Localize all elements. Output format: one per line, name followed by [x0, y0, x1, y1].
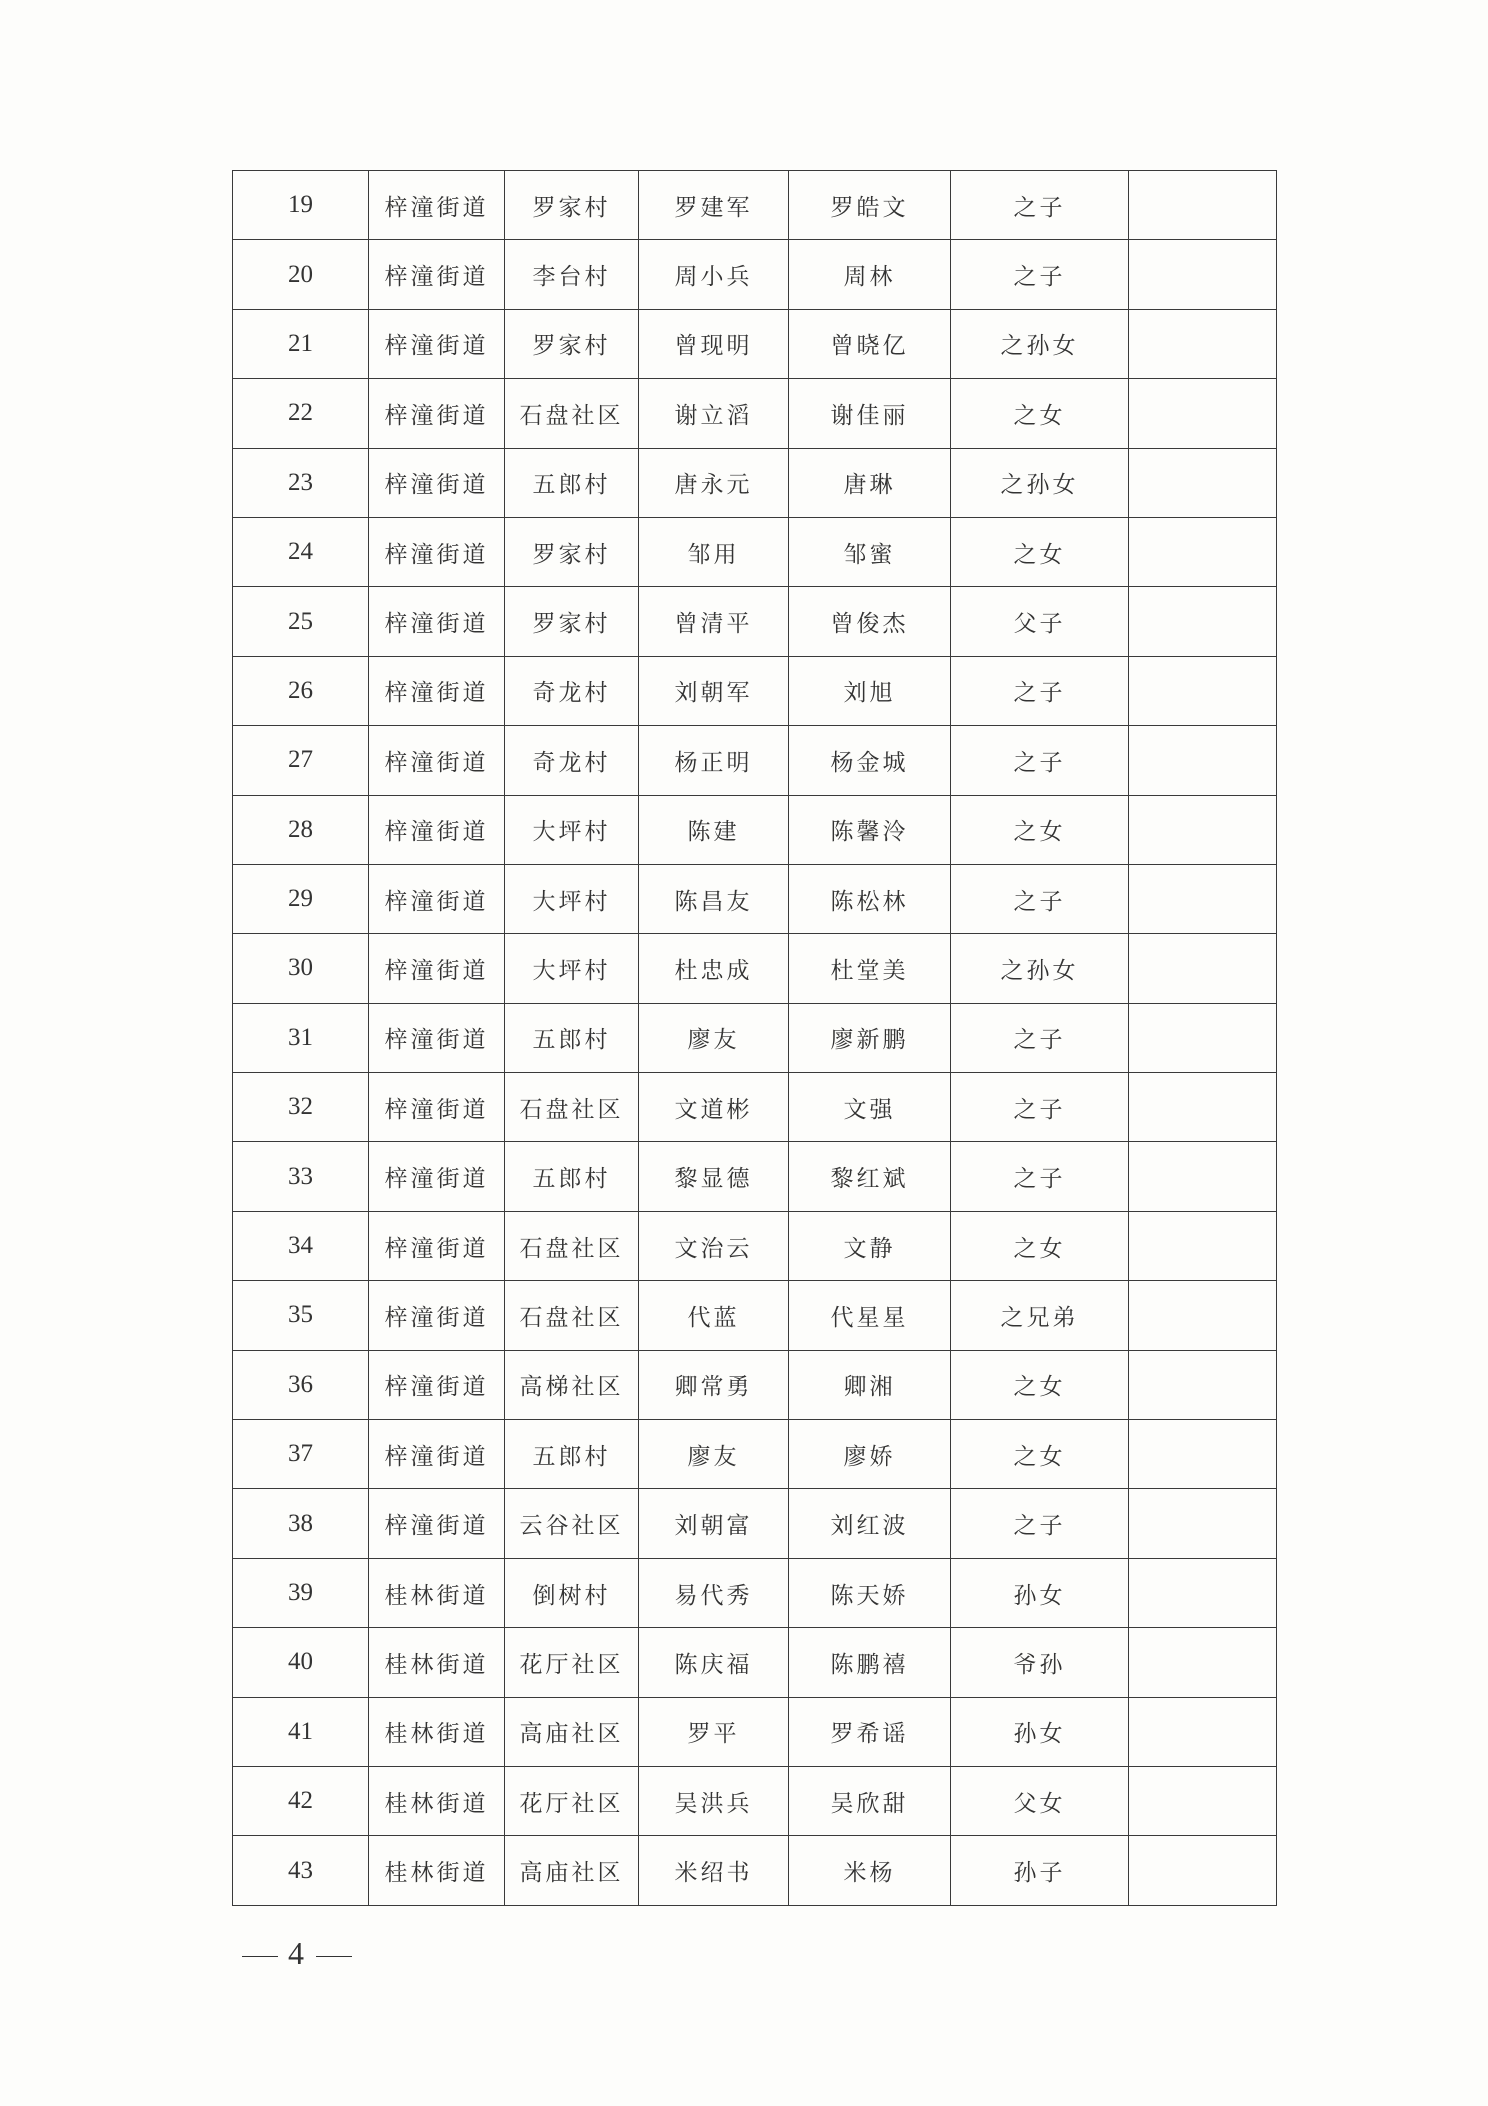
table-row: [233, 934, 1277, 1003]
table-row: [233, 1073, 1277, 1142]
cell-relative-name: 刘红波: [789, 1489, 951, 1558]
cell-name: 代蓝: [639, 1281, 789, 1350]
cell-note: [1129, 864, 1277, 933]
cell-number: 38: [233, 1489, 369, 1558]
cell-number: 29: [233, 864, 369, 933]
cell-name: 杨正明: [639, 726, 789, 795]
cell-relation: 之女: [951, 1211, 1129, 1280]
left-dash: [242, 1956, 278, 1958]
cell-number: 26: [233, 656, 369, 725]
cell-relative-name: 曾俊杰: [789, 587, 951, 656]
cell-relative-name: 陈松林: [789, 864, 951, 933]
cell-street: 梓潼街道: [369, 656, 505, 725]
table-row: [233, 587, 1277, 656]
cell-street: 梓潼街道: [369, 1003, 505, 1072]
cell-relation: 之女: [951, 1420, 1129, 1489]
cell-relation: 之子: [951, 1073, 1129, 1142]
table-row: [233, 379, 1277, 448]
cell-note: [1129, 309, 1277, 378]
cell-relative-name: 刘旭: [789, 656, 951, 725]
table-row: [233, 795, 1277, 864]
cell-number: 27: [233, 726, 369, 795]
cell-relation: 之孙女: [951, 309, 1129, 378]
cell-relation: 之女: [951, 379, 1129, 448]
cell-number: 35: [233, 1281, 369, 1350]
cell-village: 花厅社区: [505, 1766, 639, 1835]
table-row: [233, 1142, 1277, 1211]
cell-note: [1129, 934, 1277, 1003]
cell-village: 高庙社区: [505, 1697, 639, 1766]
cell-relative-name: 陈鹏禧: [789, 1628, 951, 1697]
cell-name: 吴洪兵: [639, 1766, 789, 1835]
cell-relative-name: 黎红斌: [789, 1142, 951, 1211]
cell-relative-name: 杜堂美: [789, 934, 951, 1003]
cell-number: 21: [233, 309, 369, 378]
cell-name: 刘朝军: [639, 656, 789, 725]
cell-number: 23: [233, 448, 369, 517]
cell-number: 31: [233, 1003, 369, 1072]
cell-relation: 爷孙: [951, 1628, 1129, 1697]
cell-village: 李台村: [505, 240, 639, 309]
cell-relation: 之女: [951, 1350, 1129, 1419]
table-row: [233, 517, 1277, 586]
cell-relative-name: 陈天娇: [789, 1558, 951, 1627]
cell-village: 花厅社区: [505, 1628, 639, 1697]
cell-name: 曾现明: [639, 309, 789, 378]
cell-name: 黎显德: [639, 1142, 789, 1211]
cell-number: 39: [233, 1558, 369, 1627]
cell-relation: 之女: [951, 517, 1129, 586]
cell-number: 43: [233, 1836, 369, 1905]
table-row: [233, 1697, 1277, 1766]
table-row: [233, 309, 1277, 378]
cell-name: 杜忠成: [639, 934, 789, 1003]
cell-street: 梓潼街道: [369, 448, 505, 517]
cell-street: 梓潼街道: [369, 1142, 505, 1211]
cell-number: 28: [233, 795, 369, 864]
table-row: [233, 1003, 1277, 1072]
cell-relative-name: 吴欣甜: [789, 1766, 951, 1835]
cell-relation: 之子: [951, 1489, 1129, 1558]
cell-name: 易代秀: [639, 1558, 789, 1627]
table-row: [233, 1558, 1277, 1627]
cell-number: 22: [233, 379, 369, 448]
cell-name: 罗建军: [639, 171, 789, 240]
table-row: [233, 1489, 1277, 1558]
cell-street: 桂林街道: [369, 1836, 505, 1905]
cell-street: 梓潼街道: [369, 1073, 505, 1142]
cell-village: 石盘社区: [505, 379, 639, 448]
cell-note: [1129, 448, 1277, 517]
cell-number: 33: [233, 1142, 369, 1211]
cell-relation: 孙子: [951, 1836, 1129, 1905]
cell-village: 高梯社区: [505, 1350, 639, 1419]
cell-note: [1129, 1350, 1277, 1419]
cell-relative-name: 文强: [789, 1073, 951, 1142]
cell-village: 罗家村: [505, 517, 639, 586]
cell-name: 文治云: [639, 1211, 789, 1280]
cell-relation: 之孙女: [951, 448, 1129, 517]
cell-village: 罗家村: [505, 171, 639, 240]
cell-relative-name: 谢佳丽: [789, 379, 951, 448]
cell-number: 24: [233, 517, 369, 586]
cell-street: 桂林街道: [369, 1766, 505, 1835]
cell-relative-name: 卿湘: [789, 1350, 951, 1419]
cell-relation: 之子: [951, 1003, 1129, 1072]
cell-street: 梓潼街道: [369, 240, 505, 309]
cell-name: 陈庆福: [639, 1628, 789, 1697]
cell-note: [1129, 1836, 1277, 1905]
cell-relative-name: 曾晓亿: [789, 309, 951, 378]
cell-note: [1129, 1489, 1277, 1558]
cell-number: 36: [233, 1350, 369, 1419]
table-row: [233, 1628, 1277, 1697]
cell-note: [1129, 379, 1277, 448]
cell-street: 梓潼街道: [369, 934, 505, 1003]
cell-note: [1129, 171, 1277, 240]
cell-street: 梓潼街道: [369, 864, 505, 933]
cell-note: [1129, 726, 1277, 795]
table-row: [233, 448, 1277, 517]
cell-name: 廖友: [639, 1420, 789, 1489]
cell-village: 倒树村: [505, 1558, 639, 1627]
table-row: [233, 1281, 1277, 1350]
cell-relation: 之子: [951, 240, 1129, 309]
cell-street: 梓潼街道: [369, 795, 505, 864]
cell-street: 梓潼街道: [369, 1211, 505, 1280]
cell-note: [1129, 1558, 1277, 1627]
cell-note: [1129, 1142, 1277, 1211]
cell-name: 罗平: [639, 1697, 789, 1766]
cell-village: 奇龙村: [505, 656, 639, 725]
cell-relative-name: 周林: [789, 240, 951, 309]
table-row: [233, 1211, 1277, 1280]
cell-relative-name: 廖新鹏: [789, 1003, 951, 1072]
cell-village: 石盘社区: [505, 1211, 639, 1280]
cell-number: 19: [233, 171, 369, 240]
cell-name: 卿常勇: [639, 1350, 789, 1419]
cell-village: 大坪村: [505, 795, 639, 864]
page-number: 4: [288, 1935, 306, 1971]
cell-relative-name: 文静: [789, 1211, 951, 1280]
table-row: [233, 726, 1277, 795]
cell-village: 五郎村: [505, 1142, 639, 1211]
cell-number: 32: [233, 1073, 369, 1142]
cell-street: 梓潼街道: [369, 726, 505, 795]
cell-number: 20: [233, 240, 369, 309]
cell-number: 25: [233, 587, 369, 656]
cell-street: 梓潼街道: [369, 379, 505, 448]
cell-street: 梓潼街道: [369, 171, 505, 240]
cell-relation: 之子: [951, 726, 1129, 795]
cell-relation: 孙女: [951, 1697, 1129, 1766]
cell-street: 桂林街道: [369, 1628, 505, 1697]
cell-note: [1129, 795, 1277, 864]
cell-street: 梓潼街道: [369, 1281, 505, 1350]
cell-note: [1129, 1003, 1277, 1072]
cell-relation: 之子: [951, 656, 1129, 725]
table-row: [233, 1350, 1277, 1419]
cell-street: 桂林街道: [369, 1697, 505, 1766]
cell-number: 34: [233, 1211, 369, 1280]
cell-village: 大坪村: [505, 864, 639, 933]
cell-name: 米绍书: [639, 1836, 789, 1905]
cell-street: 桂林街道: [369, 1558, 505, 1627]
cell-number: 40: [233, 1628, 369, 1697]
cell-village: 五郎村: [505, 1420, 639, 1489]
cell-street: 梓潼街道: [369, 1350, 505, 1419]
cell-street: 梓潼街道: [369, 1420, 505, 1489]
cell-name: 曾清平: [639, 587, 789, 656]
cell-relation: 之孙女: [951, 934, 1129, 1003]
table-row: [233, 1420, 1277, 1489]
table-row: [233, 864, 1277, 933]
cell-note: [1129, 1766, 1277, 1835]
cell-village: 五郎村: [505, 1003, 639, 1072]
cell-relative-name: 陈馨泠: [789, 795, 951, 864]
cell-village: 石盘社区: [505, 1281, 639, 1350]
cell-relative-name: 杨金城: [789, 726, 951, 795]
cell-name: 谢立滔: [639, 379, 789, 448]
cell-relation: 之子: [951, 864, 1129, 933]
cell-relative-name: 唐琳: [789, 448, 951, 517]
cell-number: 30: [233, 934, 369, 1003]
cell-note: [1129, 1697, 1277, 1766]
cell-street: 梓潼街道: [369, 309, 505, 378]
cell-name: 刘朝富: [639, 1489, 789, 1558]
table-row: [233, 656, 1277, 725]
cell-relative-name: 代星星: [789, 1281, 951, 1350]
cell-note: [1129, 1281, 1277, 1350]
cell-name: 文道彬: [639, 1073, 789, 1142]
cell-name: 陈建: [639, 795, 789, 864]
cell-number: 42: [233, 1766, 369, 1835]
cell-name: 唐永元: [639, 448, 789, 517]
cell-village: 云谷社区: [505, 1489, 639, 1558]
cell-note: [1129, 656, 1277, 725]
cell-note: [1129, 517, 1277, 586]
cell-relative-name: 邹蜜: [789, 517, 951, 586]
cell-village: 大坪村: [505, 934, 639, 1003]
cell-relation: 孙女: [951, 1558, 1129, 1627]
cell-note: [1129, 240, 1277, 309]
right-dash: [316, 1956, 352, 1958]
cell-village: 罗家村: [505, 587, 639, 656]
cell-village: 高庙社区: [505, 1836, 639, 1905]
cell-relation: 之兄弟: [951, 1281, 1129, 1350]
cell-relation: 父子: [951, 587, 1129, 656]
record-table: [232, 170, 1277, 1906]
cell-relation: 父女: [951, 1766, 1129, 1835]
cell-note: [1129, 1211, 1277, 1280]
cell-relation: 之子: [951, 1142, 1129, 1211]
cell-name: 邹用: [639, 517, 789, 586]
cell-relation: 之子: [951, 171, 1129, 240]
cell-number: 41: [233, 1697, 369, 1766]
cell-relative-name: 罗希谣: [789, 1697, 951, 1766]
cell-street: 梓潼街道: [369, 517, 505, 586]
table-body: [233, 171, 1277, 1906]
table-row: [233, 171, 1277, 240]
cell-name: 廖友: [639, 1003, 789, 1072]
table-row: [233, 240, 1277, 309]
cell-village: 石盘社区: [505, 1073, 639, 1142]
cell-relative-name: 罗皓文: [789, 171, 951, 240]
cell-name: 陈昌友: [639, 864, 789, 933]
cell-relative-name: 廖娇: [789, 1420, 951, 1489]
cell-note: [1129, 1420, 1277, 1489]
page-number-footer: [232, 1935, 362, 1972]
cell-relative-name: 米杨: [789, 1836, 951, 1905]
cell-street: 梓潼街道: [369, 587, 505, 656]
cell-relation: 之女: [951, 795, 1129, 864]
cell-village: 罗家村: [505, 309, 639, 378]
cell-village: 奇龙村: [505, 726, 639, 795]
cell-note: [1129, 1628, 1277, 1697]
cell-name: 周小兵: [639, 240, 789, 309]
cell-street: 梓潼街道: [369, 1489, 505, 1558]
cell-village: 五郎村: [505, 448, 639, 517]
cell-number: 37: [233, 1420, 369, 1489]
table-row: [233, 1766, 1277, 1835]
cell-note: [1129, 1073, 1277, 1142]
cell-note: [1129, 587, 1277, 656]
table-row: [233, 1836, 1277, 1905]
